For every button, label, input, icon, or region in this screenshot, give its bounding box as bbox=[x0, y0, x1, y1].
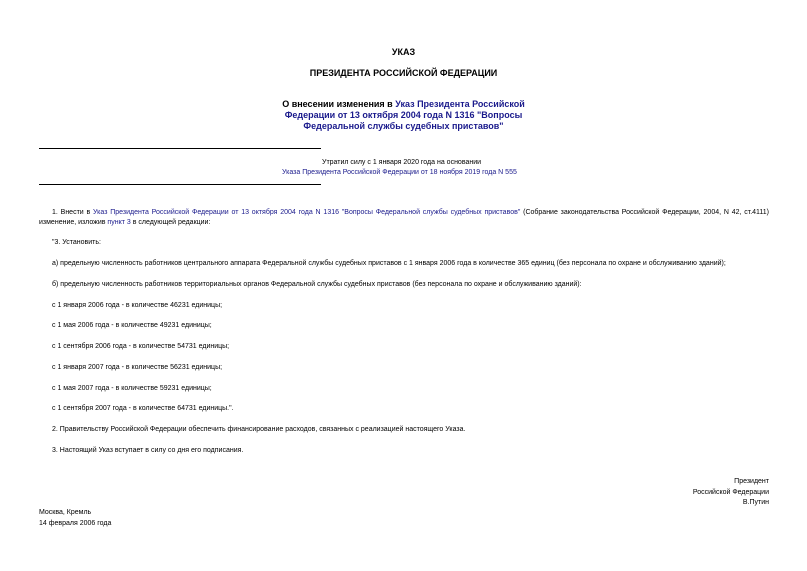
signing-place: Москва, Кремль bbox=[39, 509, 92, 516]
paragraph-11: 2. Правительству Российской Федерации обеспечить финансирование расходов, связанных с реализацией настоящего Указа. bbox=[52, 426, 466, 433]
doc-title-prefix: О внесении изменения в bbox=[282, 99, 396, 109]
signature-country: Российской Федерации bbox=[692, 488, 769, 496]
paragraph-8: с 1 января 2007 года - в количестве 56231 единицы; bbox=[52, 364, 223, 371]
paragraph-7: с 1 сентября 2006 года - в количестве 54731 единицы; bbox=[52, 343, 230, 350]
decree-1316-link-line2[interactable]: Федерации от 13 октября 2004 года N 1316 "Вопросы bbox=[284, 110, 523, 120]
signature-block bbox=[693, 477, 769, 509]
paragraph-1 bbox=[39, 208, 769, 228]
signing-date: 14 февраля 2006 года bbox=[39, 519, 112, 527]
signature-name: В.Путин bbox=[742, 499, 769, 506]
decree-1316-link[interactable]: Указ Президента Российской bbox=[395, 99, 525, 109]
p1-start: 1. Внести в bbox=[52, 209, 94, 216]
decree-1316-link-line3[interactable]: Федеральной службы судебных приставов" bbox=[303, 121, 504, 131]
doc-title-line1 bbox=[0, 99, 807, 110]
paragraph-12: 3. Настоящий Указ вступает в силу со дня его подписания. bbox=[52, 447, 244, 454]
status-note bbox=[322, 158, 481, 168]
paragraph-10: с 1 сентября 2007 года - в количестве 64731 единицы.". bbox=[52, 405, 234, 412]
decree-1316-inline-link[interactable]: Указ Президента Российской Федерации от 13 октября 2004 года N 1316 "Вопросы Федеральной службы судебных приставов" bbox=[93, 209, 521, 216]
doc-heading: УКАЗ bbox=[391, 47, 416, 57]
doc-title bbox=[0, 99, 807, 132]
paragraph-3: а) предельную численность работников центрального аппарата Федеральной службы судебных приставов с 1 января 2006 года в количестве 365 единиц (без персонала по охране и обслуживанию зданий); bbox=[52, 260, 726, 267]
paragraph-6: с 1 мая 2006 года - в количестве 49231 единицы; bbox=[52, 322, 212, 329]
divider-bottom bbox=[39, 184, 321, 185]
point-3-link[interactable]: пункт 3 bbox=[107, 219, 131, 226]
p1-mid: (Собрание законодательства Российской Федерации, 2004, N 42, ст.4111) изменение, изложив bbox=[39, 209, 770, 226]
status-line1: Утратил силу с 1 января 2020 года на основании bbox=[322, 159, 482, 166]
paragraph-2: "3. Установить: bbox=[52, 239, 101, 246]
doc-subheading: ПРЕЗИДЕНТА РОССИЙСКОЙ ФЕДЕРАЦИИ bbox=[309, 68, 498, 78]
paragraph-9: с 1 мая 2007 года - в количестве 59231 единицы; bbox=[52, 385, 212, 392]
place-date-block bbox=[39, 508, 111, 529]
divider-top bbox=[39, 148, 321, 149]
signature-title: Президент bbox=[734, 478, 769, 485]
p1-end: в следующей редакции: bbox=[130, 219, 211, 226]
paragraph-5: с 1 января 2006 года - в количестве 46231 единицы; bbox=[52, 302, 223, 309]
decree-555-link[interactable]: Указа Президента Российской Федерации от 18 ноября 2019 года N 555 bbox=[282, 169, 517, 176]
paragraph-4: б) предельную численность работников территориальных органов Федеральной службы судебных приставов (без персонала по охране и обслуживанию зданий): bbox=[52, 281, 582, 288]
